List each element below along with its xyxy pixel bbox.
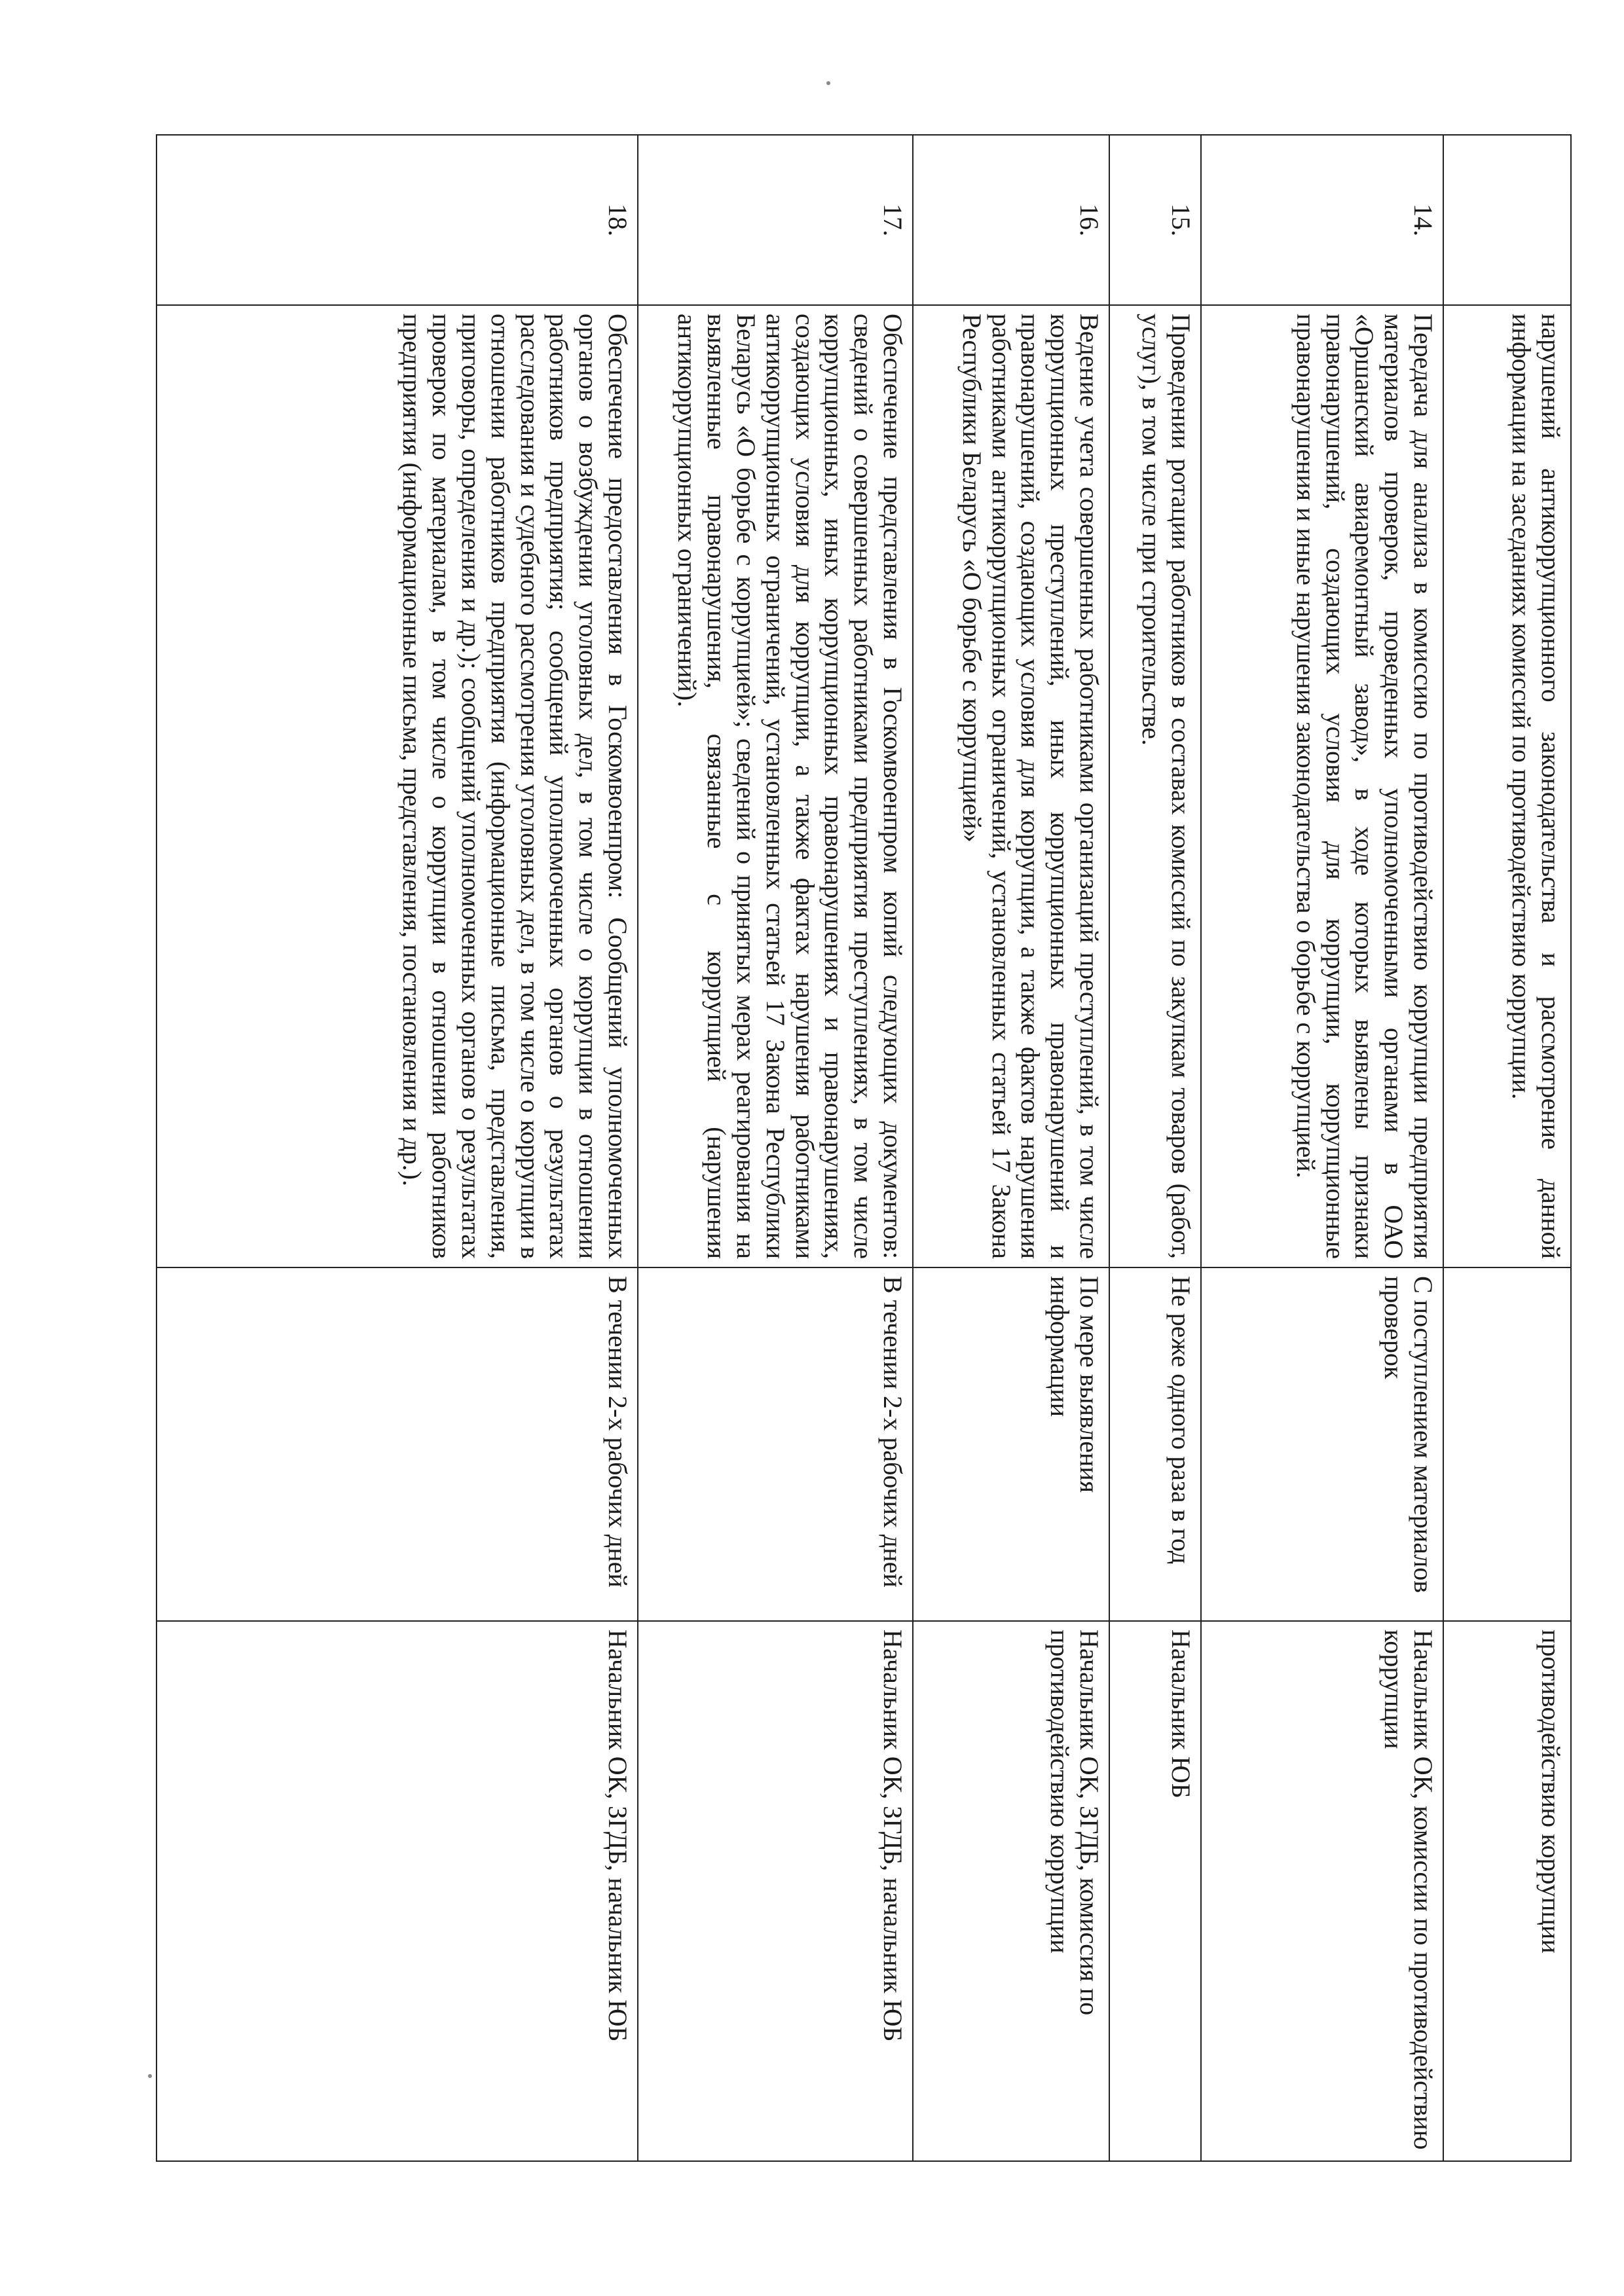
table-row [638,135,913,2161]
responsible-cell: противодействию коррупции [1443,1621,1571,2161]
term-cell: В течении 2-х рабочих дней [638,1267,913,1621]
table-row [913,135,1109,2161]
responsible-cell: Начальник ОК, комиссии по противодействию коррупции [1201,1621,1443,2161]
measure-text: Передача для анализа в комиссию по противодействию коррупции предприятия материалов проверок, проведенных уполномоченными органами в ОАО «Оршанский авиаремонтный завод», в ходе которых выявлены признаки правонарушений, создающих условия для коррупции, коррупционные правонарушения и иные нарушения законодательства о борьбе с коррупцией. [1201,305,1443,1267]
responsible-cell: Начальник ЮБ [1109,1621,1201,2161]
term-cell: Не реже одного раза в год [1109,1267,1201,1621]
rotated-page [157,134,1572,2160]
scan-artifact-dot [826,81,830,85]
term-cell [1443,1267,1571,1621]
measure-text: нарушений антикоррупционного законодательства и рассмотрение данной информации на заседаниях комиссий по противодействию коррупции. [1443,305,1571,1267]
table-row [1201,135,1443,2161]
responsible-cell: Начальник ОК, ЗГДБ, начальник ЮБ [157,1621,638,2161]
row-number: 17. [638,135,913,305]
row-number: 18. [157,135,638,305]
measure-text: Проведении ротации работников в составах комиссий по закупкам товаров (работ, услуг), в том числе при строительстве. [1109,305,1201,1267]
responsible-cell: Начальник ОК, ЗГДБ, начальник ЮБ [638,1621,913,2161]
row-number: 16. [913,135,1109,305]
row-number: 15. [1109,135,1201,305]
measure-text: Обеспечение представления в Госкомвоенпром копий следующих документов: сведений о совершенных работниками предприятия преступлениях, в том числе коррупционных, иных коррупционных правонарушениях и правонарушениях, создающих условия для коррупции, а также фактах нарушения работниками антикоррупционных ограничений, установленных статьей 17 Закона Республики Беларусь «О борьбе с коррупцией»; сведений о принятых мерах реагирования на выявленные правонарушения, связанные с коррупцией (нарушения антикоррупционных ограничений). [638,305,913,1267]
table-row [1109,135,1201,2161]
measure-text: Ведение учета совершенных работниками организаций преступлений, в том числе коррупционных преступлений, иных коррупционных правонарушений и правонарушений, создающих условия для коррупции, а также фактов нарушения работниками антикоррупционных ограничений, установленных статьей 17 Закона Республики Беларусь «О борьбе с коррупцией» [913,305,1109,1267]
table-container [157,134,1572,2160]
term-cell: По мере выявления информации [913,1267,1109,1621]
table-row [157,135,638,2161]
table-row [1443,135,1571,2161]
scan-artifact-dot [148,2074,152,2078]
responsible-cell: Начальник ОК, ЗГДБ, комиссия по противодействию коррупции [913,1621,1109,2161]
term-cell: С поступлением материалов проверок [1201,1267,1443,1621]
term-cell: В течении 2-х рабочих дней [157,1267,638,1621]
measures-table [156,134,1572,2162]
row-number [1443,135,1571,305]
measure-text: Обеспечение предоставления в Госкомвоенпром: Сообщений уполномоченных органов о возбуждении уголовных дел, в том числе о коррупции в отношении работников предприятия; сообщений уполномоченных органов о результатах расследования и судебного рассмотрения уголовных дел, в том числе о коррупции в отношении работников предприятия (информационные письма, представления, приговоры, определения и др.); сообщений уполномоченных органов о результатах проверок по материалам, в том числе о коррупции в отношении работников предприятия (информационные письма, представления, постановления и др.). [157,305,638,1267]
row-number: 14. [1201,135,1443,305]
